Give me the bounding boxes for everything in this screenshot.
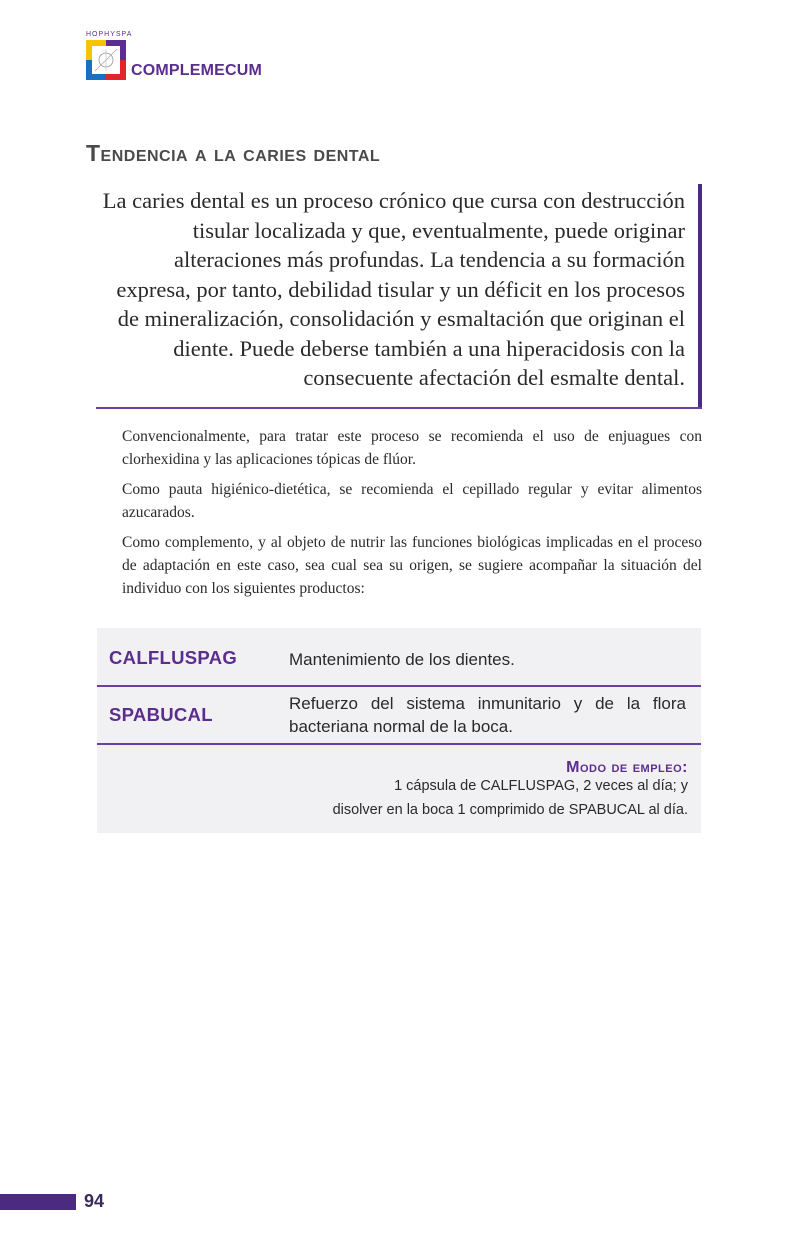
- body-paragraph: Convencionalmente, para tratar este proceso se recomienda el uso de enjuagues con clorhexidina y las aplicaciones tópicas de flúor.: [122, 428, 702, 468]
- product-description: Refuerzo del sistema inmunitario y de la flora bacteriana normal de la boca.: [289, 694, 686, 736]
- intro-paragraph: La caries dental es un proceso crónico que cursa con destrucción tisular localizada y que, eventualmente, puede originar alteraciones más profundas. La tendencia a su formación expresa, por tanto, debilidad tisular y un déficit en los procesos de mineralización, consolidación y esmaltación que originan el diente. Puede deberse también a una hiperacidosis con la consecuente afectación del esmalte dental.: [102, 188, 685, 390]
- products-table: [97, 628, 701, 833]
- page-number: 94: [84, 1191, 105, 1211]
- intro-divider: [96, 407, 702, 409]
- brand-name: HOPHYSPA: [86, 31, 133, 38]
- product-name: SPABUCAL: [109, 704, 213, 725]
- body-paragraph: Como pauta higiénico-dietética, se recomienda el cepillado regular y evitar alimentos azucarados.: [122, 481, 702, 521]
- body-text: [122, 425, 702, 607]
- product-divider: [97, 743, 701, 745]
- body-paragraph: Como complemento, y al objeto de nutrir las funciones biológicas implicadas en el proceso de adaptación en este caso, sea cual sea su origen, se sugiere acompañar la situación del individuo con los siguientes productos:: [122, 534, 702, 597]
- section-title: Tendencia a la caries dental: [86, 140, 381, 166]
- product-row: [97, 687, 701, 745]
- usage-line: disolver en la boca 1 comprimido de SPABUCAL al día.: [332, 802, 688, 818]
- publication-title: COMPLEMECUM: [131, 62, 263, 79]
- page-number-bar: [0, 1194, 76, 1210]
- product-row: [97, 628, 701, 686]
- product-description: Mantenimiento de los dientes.: [289, 650, 515, 669]
- product-name: CALFLUSPAG: [109, 647, 238, 668]
- intro-accent-bar: [698, 184, 702, 408]
- usage-line: 1 cápsula de CALFLUSPAG, 2 veces al día; y: [394, 778, 688, 794]
- usage-title: Modo de empleo:: [566, 759, 688, 776]
- complemecum-logo: [86, 40, 126, 80]
